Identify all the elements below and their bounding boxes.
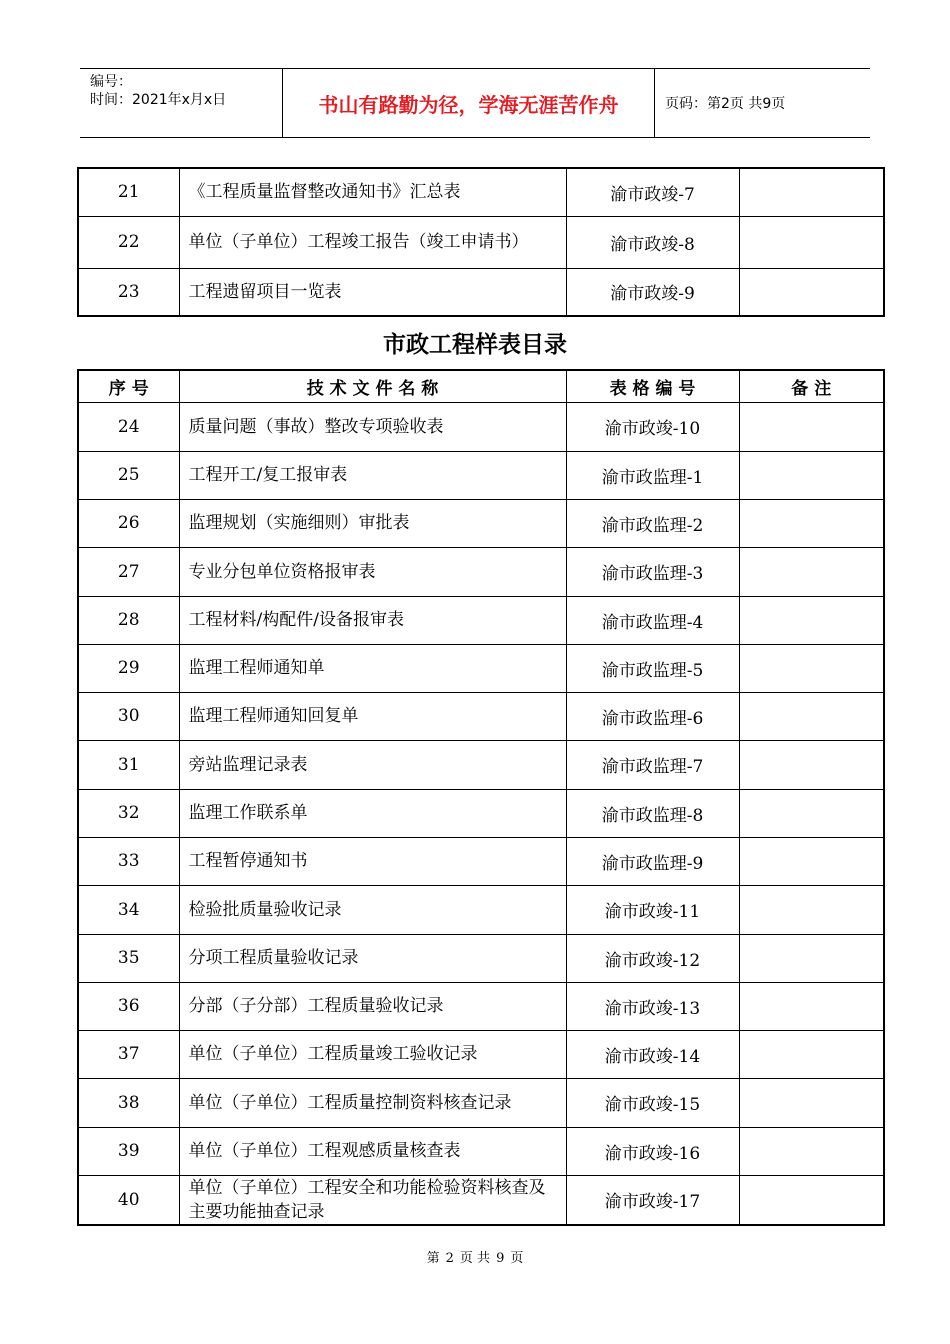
row-number: 38 (78, 1078, 179, 1127)
row-code: 渝市政竣-17 (566, 1175, 739, 1225)
table-header-row (78, 370, 884, 402)
row-note (739, 451, 884, 499)
table-row (78, 216, 884, 268)
row-note (739, 1175, 884, 1225)
row-code: 渝市政监理-5 (566, 644, 739, 692)
table-row (78, 547, 884, 596)
row-number: 27 (78, 547, 179, 596)
row-code: 渝市政竣-15 (566, 1078, 739, 1127)
table-row (78, 451, 884, 499)
row-code: 渝市政竣-11 (566, 885, 739, 934)
row-note (739, 789, 884, 837)
header-page-code: 页码：第2页 共9页 (665, 96, 786, 112)
row-code: 渝市政监理-8 (566, 789, 739, 837)
row-number: 40 (78, 1175, 179, 1225)
row-number: 31 (78, 740, 179, 789)
header-name: 技 术 文 件 名 称 (179, 370, 566, 402)
row-code: 渝市政监理-7 (566, 740, 739, 789)
row-note (739, 499, 884, 547)
header-no: 序 号 (78, 370, 179, 402)
row-note (739, 837, 884, 885)
row-note (739, 168, 884, 216)
row-number: 21 (78, 168, 179, 216)
row-number: 39 (78, 1127, 179, 1175)
row-code: 渝市政监理-4 (566, 596, 739, 644)
row-note (739, 885, 884, 934)
row-number: 25 (78, 451, 179, 499)
row-name: 分部（子分部）工程质量验收记录 (179, 982, 566, 1030)
page-header (80, 68, 870, 138)
row-note (739, 547, 884, 596)
row-name: 工程遗留项目一览表 (179, 268, 566, 316)
row-name: 监理规划（实施细则）审批表 (179, 499, 566, 547)
header-meta (80, 69, 283, 137)
table-row (78, 1078, 884, 1127)
row-number: 33 (78, 837, 179, 885)
row-number: 26 (78, 499, 179, 547)
row-code: 渝市政监理-6 (566, 692, 739, 740)
row-number: 23 (78, 268, 179, 316)
row-note (739, 644, 884, 692)
table-row (78, 692, 884, 740)
row-code: 渝市政竣-7 (566, 168, 739, 216)
table-row (78, 934, 884, 982)
catalog-continued-body (78, 168, 884, 316)
row-note (739, 1030, 884, 1078)
row-note (739, 692, 884, 740)
row-name: 质量问题（事故）整改专项验收表 (179, 402, 566, 451)
footer-mid: 页 共 (459, 1251, 491, 1266)
row-code: 渝市政竣-8 (566, 216, 739, 268)
row-code: 渝市政竣-9 (566, 268, 739, 316)
row-name: 工程开工/复工报审表 (179, 451, 566, 499)
row-code: 渝市政竣-14 (566, 1030, 739, 1078)
doc-time-label: 时间：2021年x月x日 (90, 92, 227, 108)
row-code: 渝市政监理-2 (566, 499, 739, 547)
row-number: 32 (78, 789, 179, 837)
table-row (78, 402, 884, 451)
row-name: 单位（子单位）工程安全和功能检验资料核查及主要功能抽查记录 (179, 1175, 566, 1225)
table-row (78, 885, 884, 934)
table-row (78, 837, 884, 885)
table-row (78, 168, 884, 216)
row-name: 检验批质量验收记录 (179, 885, 566, 934)
doc-number-label: 编号： (90, 74, 132, 90)
catalog-table (77, 369, 885, 1226)
footer-prefix: 第 (426, 1251, 440, 1266)
table-row (78, 644, 884, 692)
row-note (739, 216, 884, 268)
row-note (739, 934, 884, 982)
row-number: 37 (78, 1030, 179, 1078)
row-number: 22 (78, 216, 179, 268)
row-number: 30 (78, 692, 179, 740)
row-code: 渝市政监理-9 (566, 837, 739, 885)
row-note (739, 982, 884, 1030)
row-code: 渝市政竣-12 (566, 934, 739, 982)
row-number: 24 (78, 402, 179, 451)
row-name: 监理工程师通知单 (179, 644, 566, 692)
row-code: 渝市政竣-16 (566, 1127, 739, 1175)
row-name: 监理工程师通知回复单 (179, 692, 566, 740)
row-code: 渝市政竣-10 (566, 402, 739, 451)
catalog-table-continued (77, 167, 885, 317)
catalog-body (78, 402, 884, 1225)
row-name: 专业分包单位资格报审表 (179, 547, 566, 596)
row-note (739, 268, 884, 316)
row-name: 单位（子单位）工程质量竣工验收记录 (179, 1030, 566, 1078)
page-footer (0, 1247, 950, 1266)
row-note (739, 740, 884, 789)
footer-suffix: 页 (510, 1251, 524, 1266)
row-number: 35 (78, 934, 179, 982)
section-title: 市政工程样表目录 (383, 331, 567, 358)
table-row (78, 1030, 884, 1078)
row-code: 渝市政竣-13 (566, 982, 739, 1030)
row-name: 《工程质量监督整改通知书》汇总表 (179, 168, 566, 216)
row-note (739, 1127, 884, 1175)
row-name: 分项工程质量验收记录 (179, 934, 566, 982)
row-name: 单位（子单位）工程竣工报告（竣工申请书） (179, 216, 566, 268)
row-number: 34 (78, 885, 179, 934)
table-row (78, 740, 884, 789)
row-number: 36 (78, 982, 179, 1030)
row-number: 28 (78, 596, 179, 644)
header-motto: 书山有路勤为径，学海无涯苦作舟 (283, 69, 655, 137)
row-name: 监理工作联系单 (179, 789, 566, 837)
row-code: 渝市政监理-1 (566, 451, 739, 499)
table-row (78, 1175, 884, 1225)
footer-page: 2 (445, 1251, 454, 1266)
table-row (78, 789, 884, 837)
row-name: 工程暂停通知书 (179, 837, 566, 885)
row-name: 工程材料/构配件/设备报审表 (179, 596, 566, 644)
table-row (78, 596, 884, 644)
header-code: 表 格 编 号 (566, 370, 739, 402)
row-note (739, 596, 884, 644)
table-row (78, 1127, 884, 1175)
header-note: 备 注 (739, 370, 884, 402)
table-row (78, 982, 884, 1030)
footer-total: 9 (496, 1251, 505, 1266)
row-name: 旁站监理记录表 (179, 740, 566, 789)
row-note (739, 402, 884, 451)
row-name: 单位（子单位）工程质量控制资料核查记录 (179, 1078, 566, 1127)
row-code: 渝市政监理-3 (566, 547, 739, 596)
row-note (739, 1078, 884, 1127)
table-row (78, 499, 884, 547)
table-row (78, 268, 884, 316)
row-number: 29 (78, 644, 179, 692)
row-name: 单位（子单位）工程观感质量核查表 (179, 1127, 566, 1175)
